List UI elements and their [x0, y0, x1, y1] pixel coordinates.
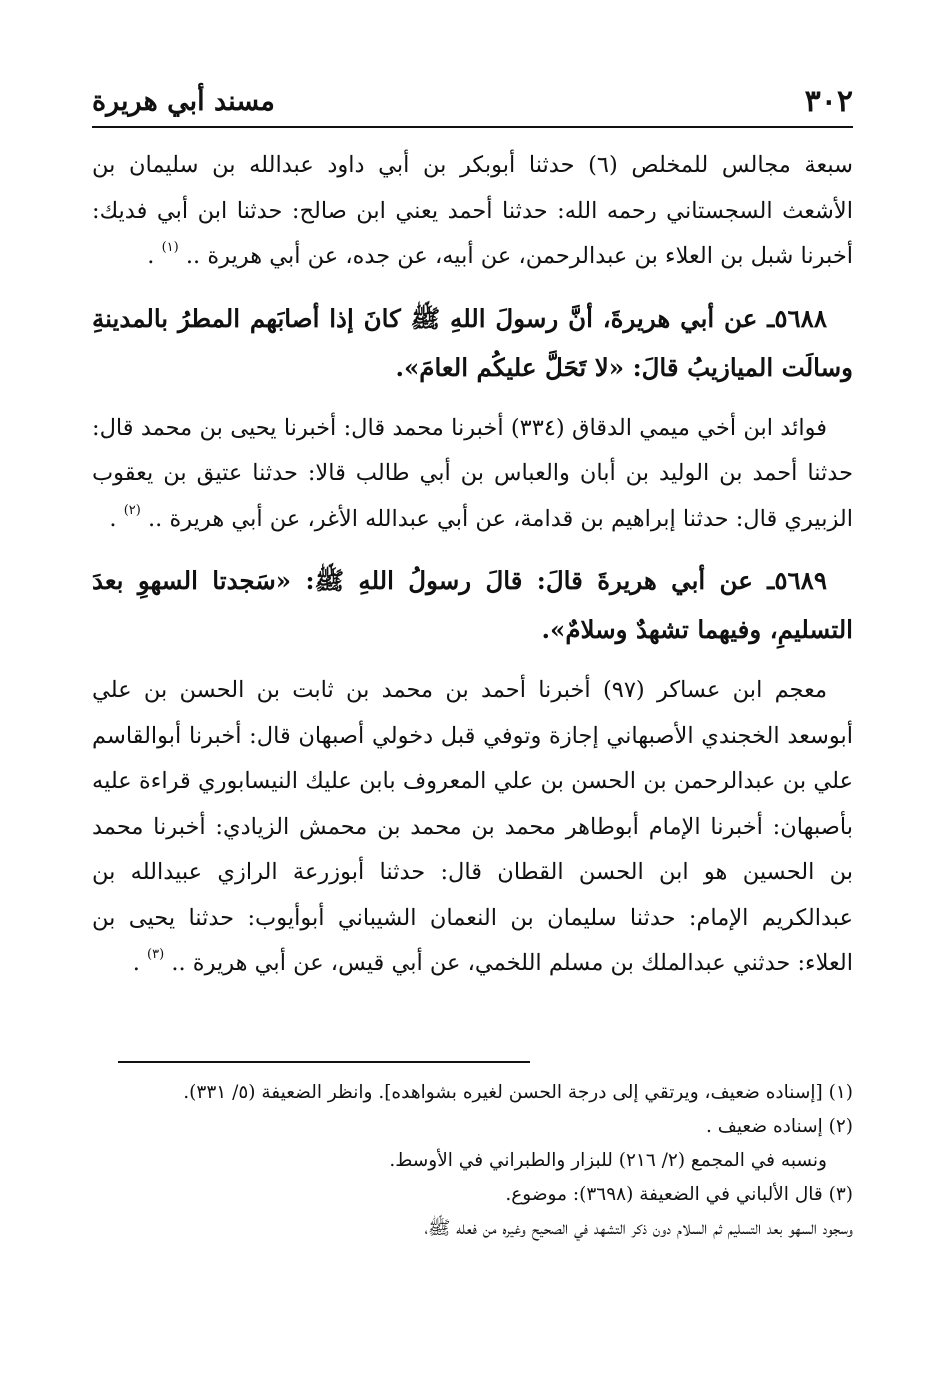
page-header [92, 78, 853, 128]
footnotes [92, 1076, 853, 1246]
footnote-3: (٣) قال الألباني في الضعيفة (٣٦٩٨): موضوع. [505, 1184, 853, 1205]
footnote-ref-1: (١) [161, 240, 179, 255]
footnote-1: (١) [إسناده ضعيف، ويرتقي إلى درجة الحسن لغيره بشواهده]. وانظر الضعيفة (٥/ ٣٣١). [183, 1082, 853, 1103]
footnote-3-continued: وسجود السهو بعد التسليم ثم السلام دون ذكر التشهد في الصحيح وغيره من فعله ﷺ، [424, 1218, 853, 1239]
footnote-ref-2: (٢) [123, 502, 141, 518]
source-paragraph-1: سبعة مجالس للمخلص (٦) حدثنا أبوبكر بن أبي داود عبدالله بن سليمان بن الأشعث السجستاني رحمه الله: حدثنا أحمد يعني ابن صالح: حدثنا ابن أبي فديك: أخبرنا شبل بن العلاء بن عبدالرحمن، عن أبيه، عن جده، عن أبي هريرة .. $^{(١)}$ . [92, 152, 853, 269]
hadith-5688: ٥٦٨٨ـ عن أبي هريرةَ، أنَّ رسولَ اللهِ ﷺ كانَ إذا أصابَهم المطرُ بالمدينةِ وسالَت الميازيبُ قالَ: «لا تَحَلَّ عليكُم العامَ». [92, 303, 853, 382]
footnote-separator [118, 1061, 530, 1063]
footnote-ref-3: (٣) [147, 947, 165, 962]
page-number: ٣٠٢ [804, 84, 853, 119]
source-paragraph-2-text: فوائد ابن أخي ميمي الدقاق (٣٣٤) أخبرنا محمد قال: أخبرنا يحيى بن محمد قال: حدثنا أحمد بن الوليد بن أبان والعباس بن أبي طالب قالا: حدثنا عتيق بن يعقوب الزبيري قال: حدثنا إبراهيم بن قدامة، عن أبي عبدالله الأغر، عن أبي هريرة .. [92, 414, 853, 532]
source-paragraph-3: معجم ابن عساكر (٩٧) أخبرنا أحمد بن محمد بن ثابت بن الحسن بن علي أبوسعد الخجندي الأصبهاني إجازة وتوفي قبل دخولي أصبهان قال: أخبرنا أبوالقاسم علي بن عبدالرحمن بن الحسن بن علي المعروف بابن عليك النيسابوري قراءة عليه بأصبهان: أخبرنا الإمام أبوطاهر محمد بن محمد بن محمش الزيادي: أخبرنا محمد بن الحسين هو ابن الحسن القطان قال: حدثنا أبوزرعة الرازي عبيدالله بن عبدالكريم الإمام: حدثنا سليمان بن النعمان الشيباني أبوأيوب: حدثنا يحيى بن العلاء: حدثني عبدالملك بن مسلم اللخمي، عن أبي قيس، عن أبي هريرة .. $^{(٣)}$ . [92, 677, 853, 976]
source-paragraph-3-text: معجم ابن عساكر (٩٧) أخبرنا أحمد بن محمد بن ثابت بن الحسن بن علي أبوسعد الخجندي الأصبهاني إجازة وتوفي قبل دخولي أصبهان قال: أخبرنا أبوالقاسم علي بن عبدالرحمن بن الحسن بن علي المعروف بابن عليك النيسابوري قراءة عليه بأصبهان: أخبرنا الإمام أبوطاهر محمد بن محمد بن محمش الزيادي: أخبرنا محمد بن الحسين هو ابن الحسن القطان قال: حدثنا أبوزرعة الرازي عبيدالله بن عبدالكريم الإمام: حدثنا سليمان بن النعمان الشيباني أبوأيوب: حدثنا يحيى بن العلاء: حدثني عبدالملك بن مسلم اللخمي، عن أبي قيس، عن أبي هريرة .. [92, 677, 853, 976]
hadith-5689: ٥٦٨٩ـ عن أبي هريرةَ قالَ: قالَ رسولُ اللهِ ﷺ: «سَجدتا السهوِ بعدَ التسليمِ، وفيهما تشهدٌ وسلامٌ». [92, 566, 853, 644]
main-text [92, 143, 853, 987]
footnote-2-continued: ونسبه في المجمع (٢/ ٢١٦) للبزار والطبراني في الأوسط. [389, 1150, 827, 1171]
running-title: مسند أبي هريرة [92, 86, 275, 117]
source-paragraph-1-text: سبعة مجالس للمخلص (٦) حدثنا أبوبكر بن أبي داود عبدالله بن سليمان بن الأشعث السجستاني رحمه الله: حدثنا أحمد يعني ابن صالح: حدثنا ابن أبي فديك: أخبرنا شبل بن العلاء بن عبدالرحمن، عن أبيه، عن جده، عن أبي هريرة .. [92, 152, 853, 269]
source-paragraph-2: فوائد ابن أخي ميمي الدقاق (٣٣٤) أخبرنا محمد قال: أخبرنا يحيى بن محمد قال: حدثنا أحمد بن الوليد بن أبان والعباس بن أبي طالب قالا: حدثنا عتيق بن يعقوب الزبيري قال: حدثنا إبراهيم بن قدامة، عن أبي عبدالله الأغر، عن أبي هريرة .. $^{(٢)}$ . [92, 414, 853, 532]
footnote-2: (٢) إسناده ضعيف . [705, 1116, 853, 1137]
